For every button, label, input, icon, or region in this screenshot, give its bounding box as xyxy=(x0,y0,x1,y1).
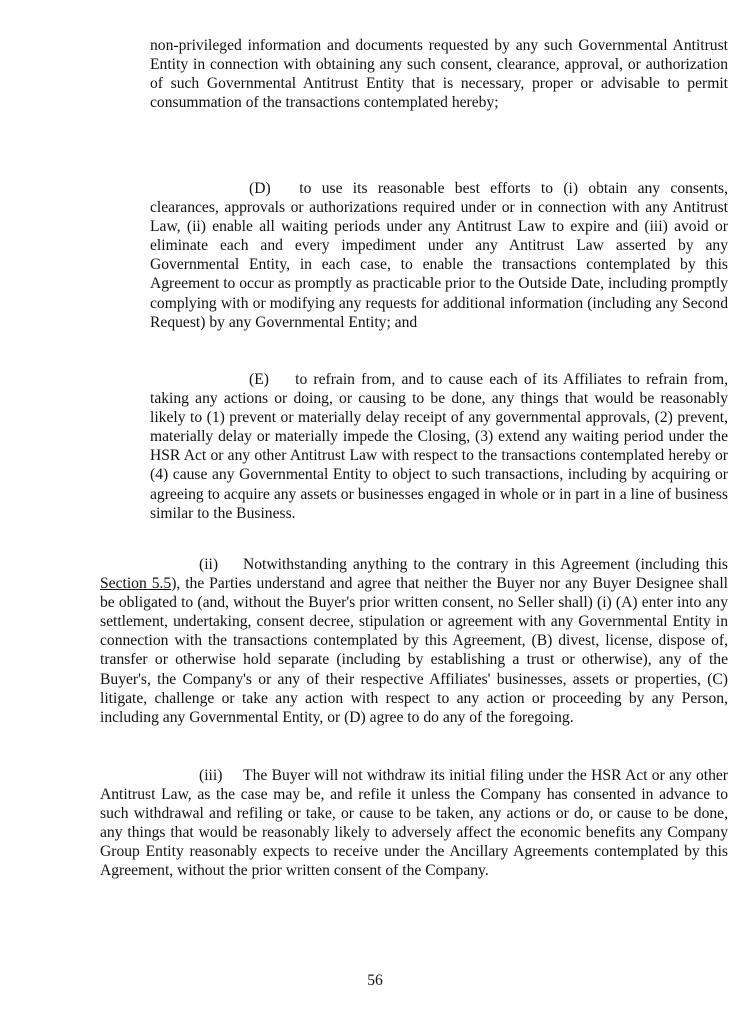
paragraph-continuation xyxy=(150,36,728,112)
paragraph-ii xyxy=(100,555,728,727)
paragraph-text: to use its reasonable best efforts to (i) obtain any consents, clearances, approvals or authorizations required under or in connection with any Antitrust Law, (ii) enable all waiting periods under any Antitrust Law to expire and (iii) avoid or eliminate each and every impediment under any Antitrust Law asserted by any Governmental Entity, in each case, to enable the transactions contemplated by this Agreement to occur as promptly as practicable prior to the Outside Date, including promptly complying with or modifying any requests for additional information (including any Second Request) by any Governmental Entity; and xyxy=(150,180,728,331)
paragraph-text: to refrain from, and to cause each of its Affiliates to refrain from, taking any actions or doing, or causing to be done, any things that would be reasonably likely to (1) prevent or materially delay receipt of any governmental approvals, (2) prevent, materially delay or materially impede the Closing, (3) extend any waiting period under the HSR Act or any other Antitrust Law with respect to the transactions contemplated hereby or (4) cause any Governmental Entity to object to such transactions, including by acquiring or agreeing to acquire any assets or businesses engaged in whole or in part in a line of business similar to the Business. xyxy=(150,371,728,522)
paragraph-D xyxy=(150,179,728,332)
section-reference-link[interactable]: Section 5.5 xyxy=(100,575,172,593)
clause-label: (ii) xyxy=(199,556,219,573)
clause-label: (E) xyxy=(249,371,269,388)
page-number: 56 xyxy=(367,972,383,989)
paragraph-text: Notwithstanding anything to the contrary in this Agreement (including this xyxy=(242,556,728,573)
paragraph-text: The Buyer will not withdraw its initial filing under the HSR Act or any other Antitrust Law, as the case may be, and refile it unless the Company has consented in advance to such withdrawal and refiling or take, or cause to be taken, any actions or do, or cause to be done, any things that would be reasonably likely to adversely affect the economic benefits any Company Group Entity reasonably expects to receive under the Ancillary Agreements contemplated by this Agreement, without the prior written consent of the Company. xyxy=(100,767,728,880)
paragraph-text: non-privileged information and documents requested by any such Governmental Antitrust Entity in connection with obtaining any such consent, clearance, approval, or authorization of such Governmental Antitrust Entity that is necessary, proper or advisable to permit consummation of the transactions contemplated hereby; xyxy=(150,37,728,112)
paragraph-E xyxy=(150,370,728,523)
clause-label: (D) xyxy=(249,180,271,197)
paragraph-text: ), the Parties understand and agree that neither the Buyer nor any Buyer Designee shall be obligated to (and, without the Buyer's prior written consent, no Seller shall) (i) (A) enter into any settlement, undertaking, consent decree, stipulation or agreement with any Governmental Entity in connection with the transactions contemplated by this Agreement, (B) divest, license, dispose of, transfer or otherwise hold separate (including by establishing a trust or otherwise), any of the Buyer's, the Company's or any of their respective Affiliates' businesses, assets or properties, (C) litigate, challenge or take any action with respect to any action or proceeding by any Person, including any Governmental Entity, or (D) agree to do any of the foregoing. xyxy=(100,575,728,726)
clause-label: (iii) xyxy=(199,767,223,784)
paragraph-iii xyxy=(100,766,728,881)
